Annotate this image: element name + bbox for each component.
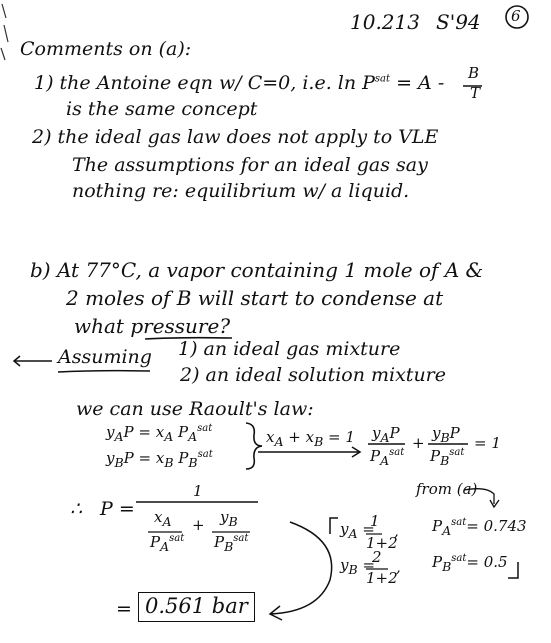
therefore-symbol: ∴: [70, 498, 83, 520]
curved-return-arrow: [270, 522, 332, 614]
assuming-underline: [58, 371, 150, 372]
pressure-word: pressure: [130, 314, 220, 338]
assumption-2: 2) an ideal solution mixture: [180, 364, 447, 386]
pa-sat-value: $P_A^{sat}= 0.743$: [432, 517, 527, 538]
comments-heading: Comments on (a):: [20, 38, 192, 60]
ya-num: 1: [370, 512, 380, 530]
ya-den: 1+2: [366, 534, 398, 552]
raoult-intro: we can use Raoult's law:: [76, 398, 314, 420]
comment-2-line-3: nothing re: equilibrium w/ a liquid.: [72, 180, 410, 202]
pb-sat-under: $P_B^{sat}$: [214, 533, 249, 554]
p-numerator-one: 1: [193, 482, 203, 500]
question-mark: ?: [219, 314, 231, 338]
comment-2-line-1: 2) the ideal gas law does not apply to VLE: [32, 126, 439, 148]
comment-1-text: 1) the Antoine eqn w/ C=0, i.e. ln P: [34, 72, 375, 94]
p-plus: +: [192, 516, 205, 534]
comment-1-eq: = A -: [396, 72, 445, 94]
yb-label: $y_B$ =: [340, 556, 376, 577]
comma-2: ,: [396, 558, 401, 576]
pa-sat-under: $P_A^{sat}$: [150, 533, 185, 554]
eq-a: $y_AP = x_A$ $P_A^{sat}$: [106, 423, 213, 444]
equals-one: = 1: [474, 434, 501, 452]
sat-superscript: sat: [374, 73, 391, 85]
comment-1-line-2: is the same concept: [66, 98, 258, 120]
course-number: 10.213: [350, 10, 420, 34]
yb-p-num: $y_BP$: [432, 424, 460, 445]
yb-num: 2: [372, 548, 382, 566]
assumption-1: 1) an ideal gas mixture: [178, 338, 401, 360]
pb-sat-value: $P_B^{sat}= 0.5$: [432, 553, 508, 574]
equations-brace: [246, 423, 262, 469]
x-sum: $x_A + x_B = 1$: [266, 428, 355, 449]
what-word: what: [74, 314, 124, 338]
ya-label: $y_A$ =: [340, 520, 375, 541]
answer-box: 0.561 bar: [138, 592, 255, 622]
values-bracket-right: [508, 562, 518, 578]
plus-sign: +: [412, 434, 425, 452]
part-b-line-1: b) At 77°C, a vapor containing 1 mole of A &: [30, 258, 484, 282]
comment-1-line-1: [34, 74, 444, 93]
scan-edge-marks: [1, 4, 8, 60]
comma-1: ,: [394, 522, 399, 540]
ya-p-num: $y_AP$: [372, 424, 400, 445]
yb-over: $y_B$: [220, 508, 238, 529]
part-b-line-3: [74, 316, 230, 336]
from-a-note: from (a): [416, 480, 478, 498]
eq-b: $y_BP = x_B$ $P_B^{sat}$: [106, 449, 213, 470]
term: S'94: [436, 10, 481, 34]
page-number: 6: [511, 7, 521, 25]
yb-den: 1+2: [366, 569, 398, 587]
comment-2-line-2: The assumptions for an ideal gas say: [72, 154, 428, 176]
pb-sat-den: $P_B^{sat}$: [430, 447, 465, 468]
pa-sat-den: $P_A^{sat}$: [370, 447, 405, 468]
answer-equals: =: [116, 598, 132, 620]
values-bracket-left: [330, 518, 338, 534]
assuming-label: Assuming: [58, 346, 152, 368]
p-equals: P =: [100, 498, 135, 520]
bt-fraction-bar: [462, 84, 484, 88]
xa-over: $x_A$: [154, 508, 172, 529]
b-numerator: B: [468, 64, 480, 82]
part-b-line-2: 2 moles of B will start to condense at: [66, 286, 444, 310]
t-denominator: T: [470, 84, 481, 102]
